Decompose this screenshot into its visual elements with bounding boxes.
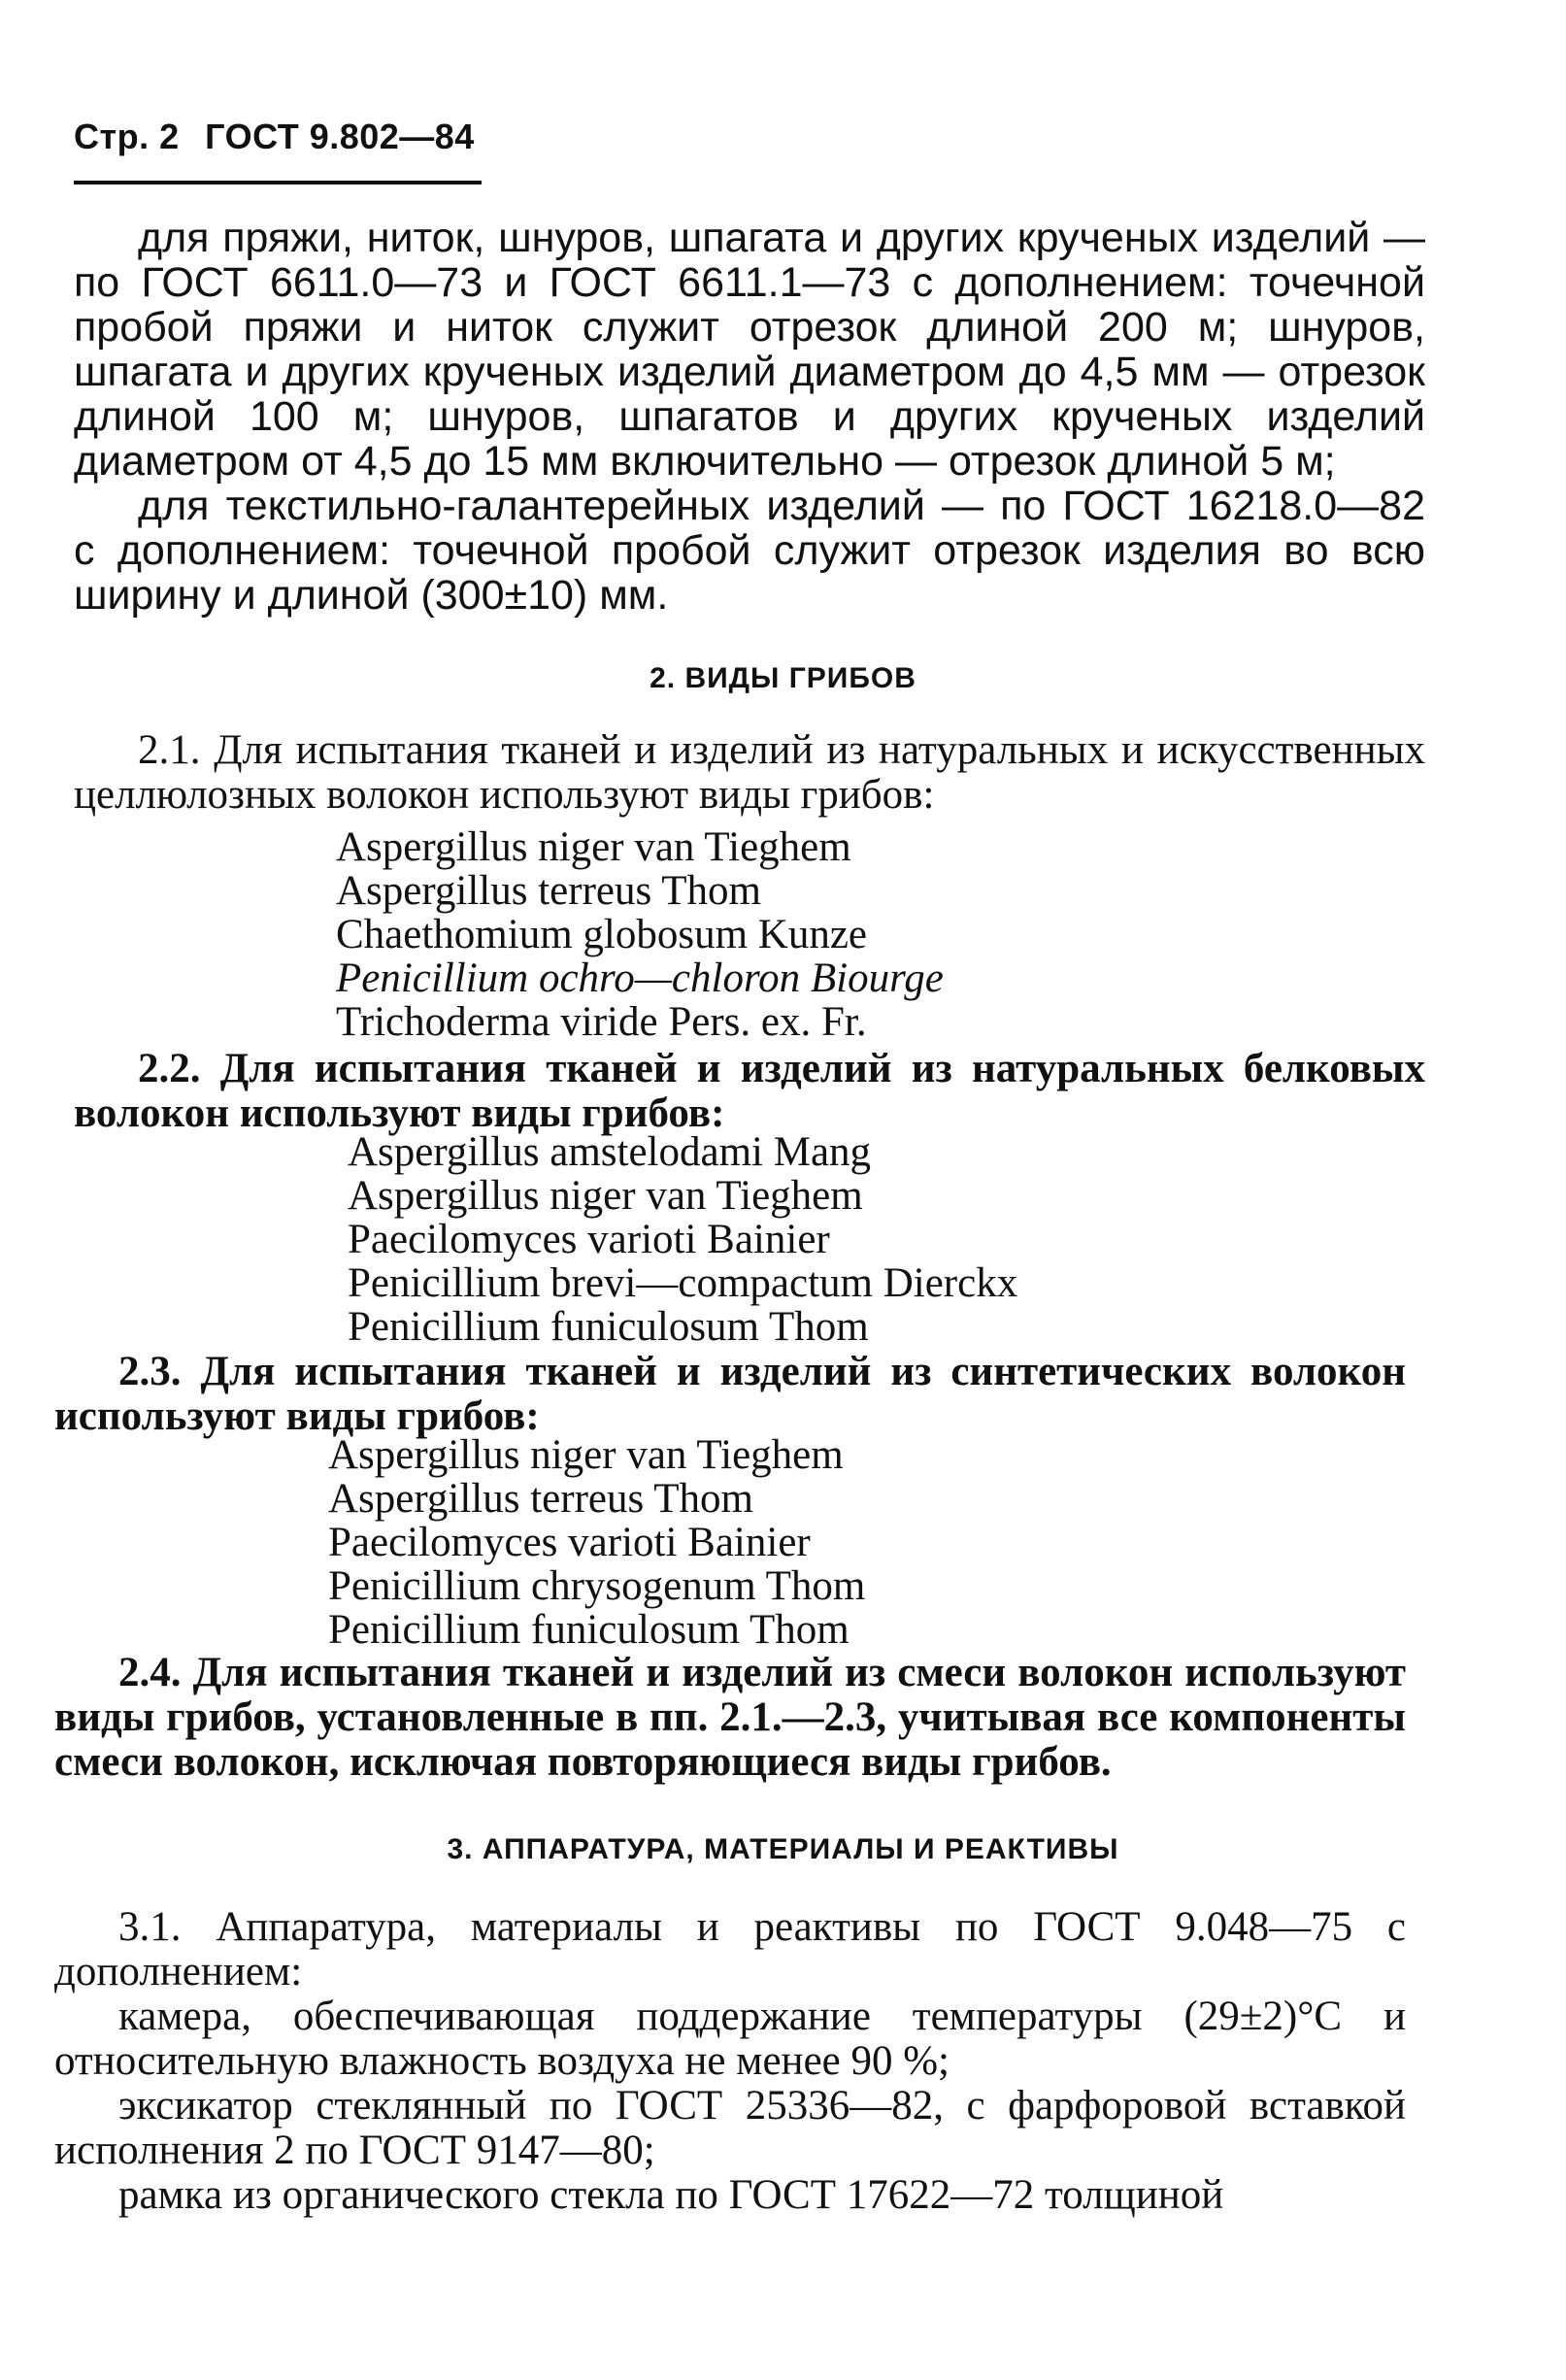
clause-2-2 (74, 1047, 1425, 1136)
species-list-2-1 (336, 825, 1404, 1044)
species-item: Penicillium funiculosum Thom (348, 1304, 869, 1350)
page-header (74, 117, 490, 157)
intro-paragraph-haberdashery: для текстильно-галантерейных изделий — по ГОСТ 16218.0—82 с дополнением: точечной пробой служит отрезок изделия во всю ширину и длиной (300±10) мм. (74, 483, 1425, 619)
species-item: Paecilomyces varioti Bainier (348, 1217, 830, 1262)
clause-2-1-text: 2.1. Для испытания тканей и изделий из натуральных и искусственных целлюлозных волокон используют виды грибов: (74, 727, 1425, 818)
clause-2-1 (74, 728, 1425, 818)
clause-2-2-text: 2.2. Для испытания тканей и изделий из натуральных белковых волокон используют виды грибов: (74, 1046, 1425, 1136)
species-item: Penicillium chrysogenum Thom (328, 1563, 866, 1609)
intro-block (74, 216, 1425, 618)
clause-3-1-desiccator: эксикатор стеклянный по ГОСТ 25336—82, с фарфоровой вставкой исполнения 2 по ГОСТ 9147—80; (54, 2083, 1406, 2173)
species-item: Chaethomium globosum Kunze (336, 912, 867, 957)
page-number: Стр. 2 (74, 117, 180, 156)
intro-paragraph-yarn: для пряжи, ниток, шнуров, шпагата и других крученых изделий — по ГОСТ 6611.0—73 и ГОСТ 6611.1—73 с дополнением: точечной пробой пряжи и ниток служит отрезок длиной 200 м; шнуров, шпагата и других крученых изделий диаметром до 4,5 мм — отрезок длиной 100 м; шнуров, шпагатов и других крученых изделий диаметром от 4,5 до 15 мм включительно — отрезок длиной 5 м; (74, 215, 1425, 485)
clause-3-1 (54, 1905, 1406, 2218)
header-rule (74, 181, 482, 184)
species-item: Aspergillus niger van Tieghem (336, 824, 851, 870)
species-item: Penicillium ochro—chloron Biourge (336, 955, 944, 1001)
species-item: Penicillium brevi—compactum Dierckx (348, 1260, 1018, 1306)
clause-2-4 (54, 1651, 1406, 1785)
clause-3-1-frame: рамка из органического стекла по ГОСТ 17622—72 толщиной (118, 2172, 1224, 2218)
species-item: Penicillium funiculosum Thom (328, 1607, 850, 1653)
species-item: Aspergillus niger van Tieghem (348, 1173, 863, 1219)
standard-number: ГОСТ 9.802—84 (205, 117, 475, 156)
section-3-title: 3. АППАРАТУРА, МАТЕРИАЛЫ И РЕАКТИВЫ (447, 1833, 1119, 1865)
clause-2-3-text: 2.3. Для испытания тканей и изделий из синтетических волокон используют виды грибов: (54, 1349, 1406, 1439)
species-item: Aspergillus terreus Thom (336, 868, 761, 914)
species-item: Aspergillus amstelodami Mang (348, 1129, 872, 1175)
section-2-title: 2. ВИДЫ ГРИБОВ (650, 662, 916, 694)
species-item: Aspergillus niger van Tieghem (328, 1432, 844, 1478)
clause-3-1-chamber: камера, обеспечивающая поддержание температуры (29±2)°С и относительную влажность воздуха не менее 90 %; (54, 1994, 1406, 2084)
clause-2-3 (54, 1350, 1406, 1439)
clause-2-4-text: 2.4. Для испытания тканей и изделий из смеси волокон используют виды грибов, установленные в пп. 2.1.—2.3, учитывая все компоненты смеси волокон, исключая повторяющиеся виды грибов. (54, 1650, 1406, 1785)
species-item: Aspergillus terreus Thom (328, 1476, 753, 1522)
clause-3-1-text: 3.1. Аппаратура, материалы и реактивы по ГОСТ 9.048—75 с дополнением: (54, 1904, 1406, 1995)
species-list-2-3 (328, 1433, 1396, 1652)
species-list-2-2 (348, 1130, 1416, 1349)
species-item: Paecilomyces varioti Bainier (328, 1520, 811, 1565)
species-item: Trichoderma viride Pers. ex. Fr. (336, 999, 867, 1045)
